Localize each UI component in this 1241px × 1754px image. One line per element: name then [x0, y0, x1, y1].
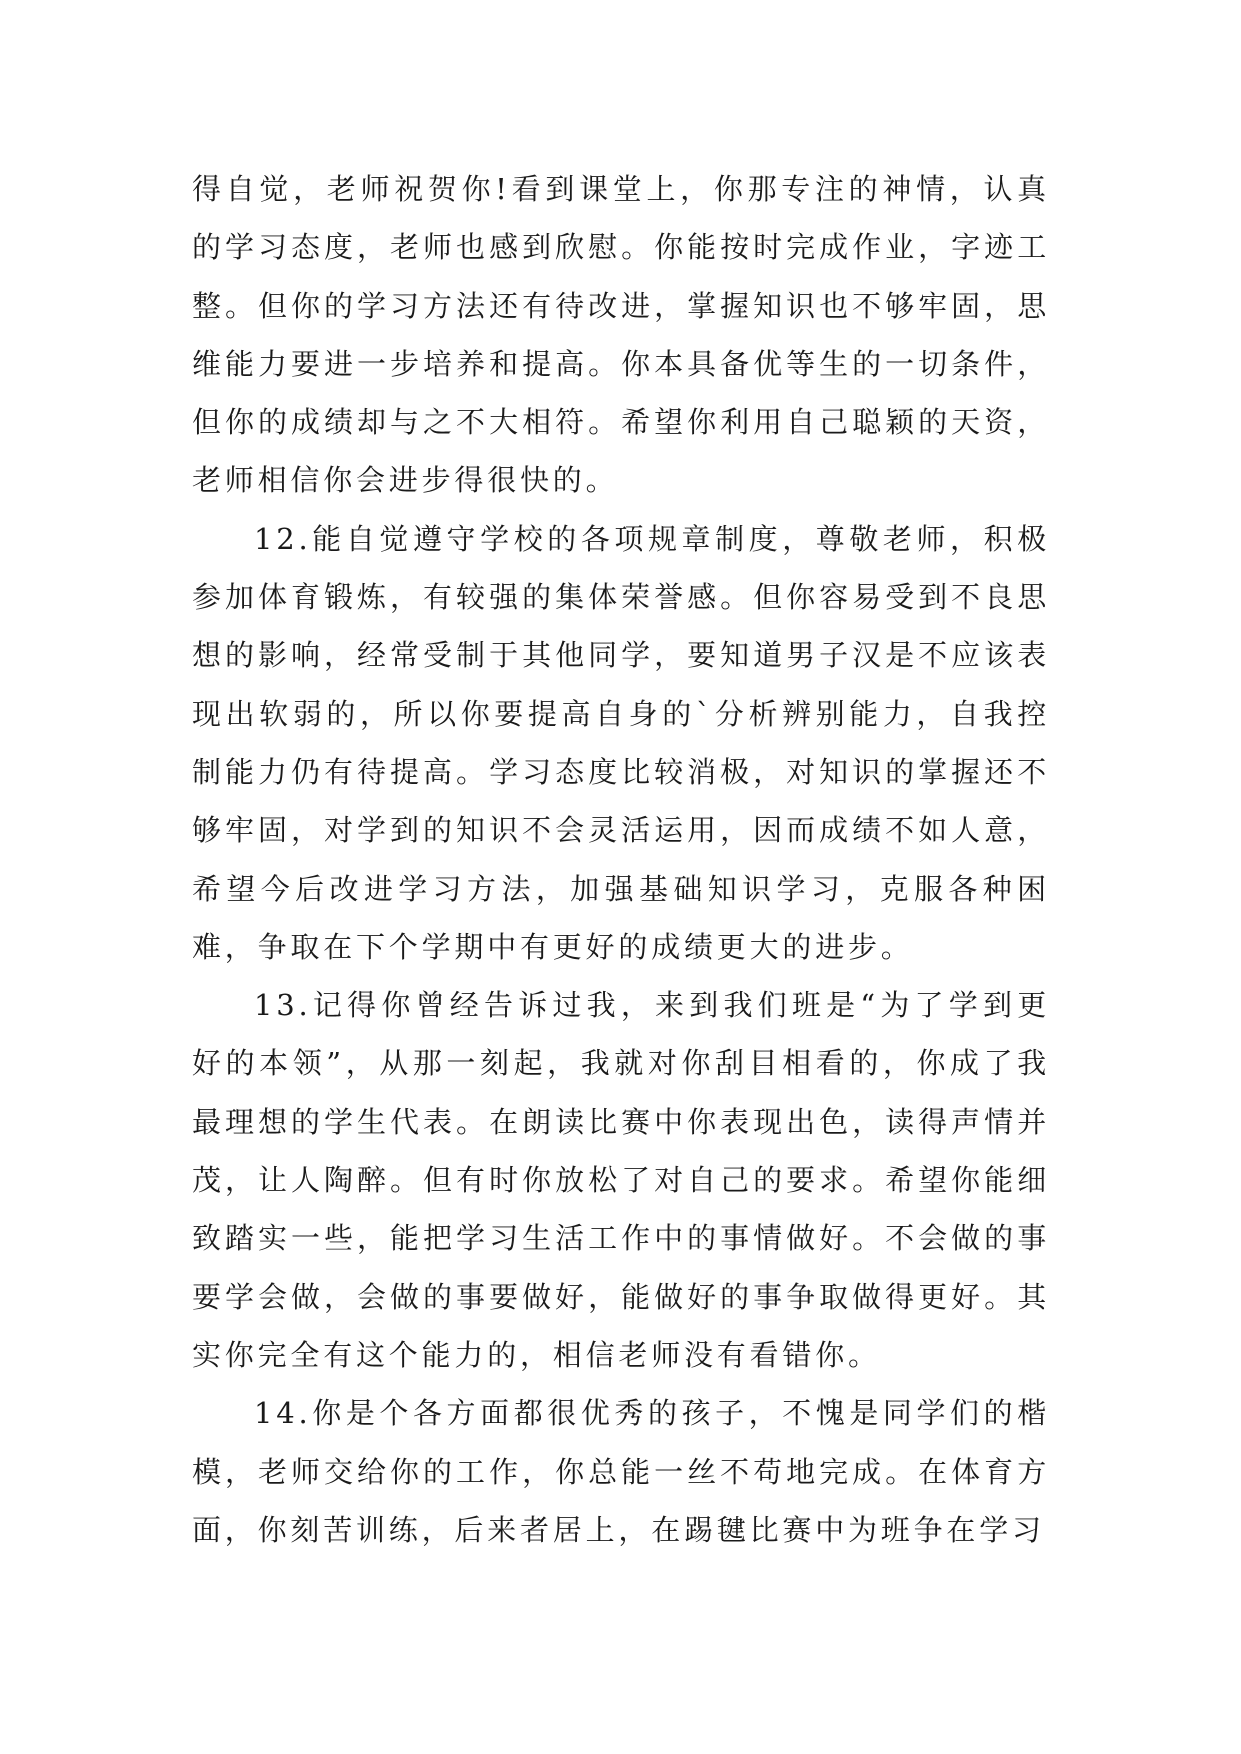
- paragraph-continued: 得自觉，老师祝贺你!看到课堂上，你那专注的神情，认真的学习态度，老师也感到欣慰。你能按时完成作业，字迹工整。但你的学习方法还有待改进，掌握知识也不够牢固，思维能力要进一步培养和提高。你本具备优等生的一切条件，但你的成绩却与之不大相符。希望你利用自己聪颖的天资，老师相信你会进步得很快的。: [192, 172, 1050, 498]
- paragraph-13: 13.记得你曾经告诉过我，来到我们班是“为了学到更好的本领”，从那一刻起，我就对你刮目相看的，你成了我最理想的学生代表。在朗读比赛中你表现出色，读得声情并茂，让人陶醉。但有时你放松了对自己的要求。希望你能细致踏实一些，能把学习生活工作中的事情做好。不会做的事要学会做，会做的事要做好，能做好的事争取做得更好。其实你完全有这个能力的，相信老师没有看错你。: [192, 988, 1050, 1372]
- paragraph-14: 14.你是个各方面都很优秀的孩子，不愧是同学们的楷模，老师交给你的工作，你总能一丝不苟地完成。在体育方面，你刻苦训练，后来者居上，在踢毽比赛中为班争在学习: [192, 1396, 1050, 1547]
- paragraph-12: 12.能自觉遵守学校的各项规章制度，尊敬老师，积极参加体育锻炼，有较强的集体荣誉感。但你容易受到不良思想的影响，经常受制于其他同学，要知道男子汉是不应该表现出软弱的，所以你要提高自身的`分析辨别能力，自我控制能力仍有待提高。学习态度比较消极，对知识的掌握还不够牢固，对学到的知识不会灵活运用，因而成绩不如人意，希望今后改进学习方法，加强基础知识学习，克服各种困难，争取在下个学期中有更好的成绩更大的进步。: [192, 521, 1050, 964]
- document-body: [192, 160, 1050, 1559]
